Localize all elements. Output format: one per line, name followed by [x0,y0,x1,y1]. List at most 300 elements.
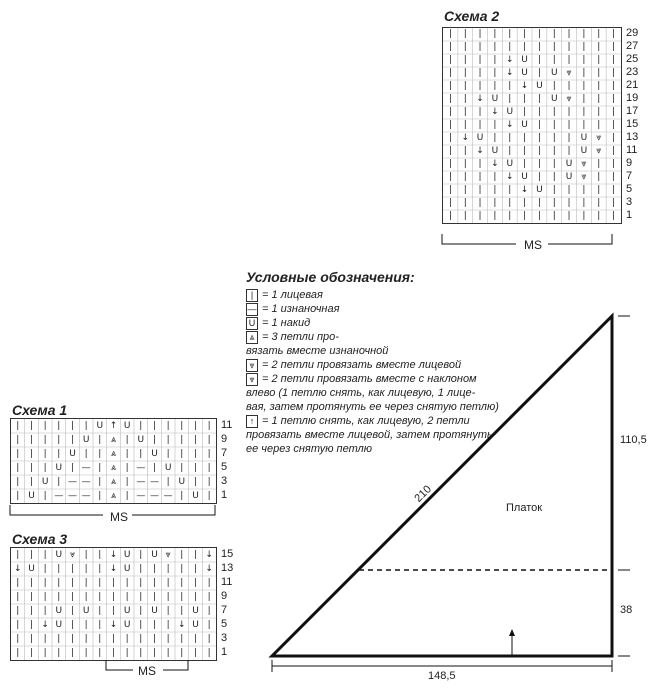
stitch-cell: | [70,592,74,602]
stitch-cell: | [523,94,527,104]
stitch-cell: | [463,185,467,195]
stitch-cell: | [16,421,20,431]
row-number: 1 [221,488,228,501]
legend-text: ее через снятую петлю [246,443,373,455]
row-number: 9 [221,432,228,445]
stitch-cell: | [193,463,197,473]
stitch-cell: | [567,81,571,91]
row-number: 11 [221,575,233,588]
stitch-cell: | [84,449,88,459]
stitch-cell: U [41,477,49,487]
stitch-cell: | [152,620,156,630]
scheme3-title: Схема 3 [12,531,68,547]
row-number: 15 [626,118,639,130]
stitch-cell: | [552,42,556,52]
stitch-cell: | [493,42,497,52]
stitch-cell: | [193,477,197,487]
stitch-cell: | [139,606,143,616]
stitch-cell: — [67,491,77,501]
stitch-cell: | [98,620,102,630]
stitch-cell: | [612,94,616,104]
stitch-cell: U [178,477,186,487]
stitch-cell: | [16,463,20,473]
stitch-cell: | [16,648,20,658]
legend-item [246,386,506,400]
stitch-cell: U [28,564,35,574]
stitch-cell: | [597,198,601,208]
stitch-cell: ↑ [109,421,118,431]
stitch-cell: U [521,68,528,78]
stitch-cell: | [567,29,571,39]
stitch-cell: | [552,185,556,195]
stitch-cell: | [582,42,586,52]
stitch-cell: | [493,29,497,39]
stitch-cell: | [463,198,467,208]
stitch-cell: | [139,550,143,560]
stitch-cell: U [192,491,199,501]
stitch-cell: | [537,198,541,208]
stitch-cell: U [55,606,63,616]
scheme3-grid [10,547,217,661]
stitch-cell: | [493,172,497,182]
stitch-cell: | [180,606,184,616]
stitch-cell: | [57,449,61,459]
stitch-cell: | [537,120,541,130]
stitch-cell: | [597,120,601,130]
stitch-cell: | [463,55,467,65]
stitch-cell: | [70,634,74,644]
row-number: 11 [221,418,233,431]
legend-text: вая, затем протянуть ее через снятую петлю) [246,401,499,413]
row-number: 21 [626,79,639,91]
stitch-cell: | [166,634,170,644]
stitch-cell: | [612,107,616,117]
stitch-cell: | [139,592,143,602]
legend-item [246,400,506,414]
stitch-cell: ↓ [520,81,529,91]
stitch-cell: | [493,68,497,78]
stitch-cell: U [55,463,63,473]
stitch-cell: ↓ [461,133,470,143]
stitch-cell: | [193,435,197,445]
stitch-cell: | [552,159,556,169]
stitch-cell: ↓ [505,172,514,182]
scheme1-ms-label: MS [110,510,128,524]
stitch-cell: | [139,421,143,431]
stitch-cell: | [57,634,61,644]
stitch-cell: U [521,55,528,65]
stitch-cell: — [149,477,159,487]
stitch-cell: | [57,477,61,487]
stitch-cell: | [448,120,452,130]
stitch-cell: | [207,606,211,616]
stitch-cell: | [70,435,74,445]
stitch-cell: | [537,68,541,78]
stitch-cell: | [166,477,170,487]
stitch-cell: ↓ [14,564,22,574]
stitch-cell: U [151,550,158,560]
legend-text: влево (1 петлю снять, как лицевую, 1 лице- [246,387,476,399]
stitch-cell: | [448,42,452,52]
legend-symbol-icon: ⩔ [246,373,258,386]
stitch-cell: | [193,578,197,588]
stitch-cell: ↓ [520,185,529,195]
stitch-cell: ⩔ [581,159,587,169]
stitch-cell: | [139,620,143,630]
stitch-cell: | [180,648,184,658]
stitch-cell: | [125,435,129,445]
stitch-cell: | [612,133,616,143]
stitch-cell: | [43,421,47,431]
scheme1-grid [10,418,217,504]
stitch-cell: | [125,592,129,602]
stitch-cell: | [597,172,601,182]
stitch-cell: | [193,449,197,459]
stitch-cell: | [180,592,184,602]
stitch-cell: | [180,463,184,473]
stitch-cell: | [523,198,527,208]
stitch-cell: | [207,620,211,630]
stitch-cell: | [567,146,571,156]
stitch-cell: | [508,146,512,156]
stitch-cell: | [70,421,74,431]
stitch-cell: U [565,159,573,169]
stitch-cell: | [597,68,601,78]
row-number: 5 [626,183,633,195]
stitch-cell: | [448,68,452,78]
stitch-cell: | [98,463,102,473]
legend [246,270,506,456]
row-number: 25 [626,53,639,65]
stitch-cell: | [523,159,527,169]
stitch-cell: ↓ [109,620,118,630]
stitch-cell: | [98,550,102,560]
stitch-cell: — [136,463,146,473]
stitch-cell: | [180,550,184,560]
stitch-cell: | [508,133,512,143]
stitch-cell: | [612,120,616,130]
row-number: 23 [626,66,639,78]
stitch-cell: | [152,463,156,473]
stitch-cell: | [508,29,512,39]
stitch-cell: U [580,146,588,156]
stitch-cell: | [207,435,211,445]
stitch-cell: ⩓ [110,477,117,487]
stitch-cell: | [612,29,616,39]
stitch-cell: | [478,211,482,221]
stitch-cell: | [139,564,143,574]
stitch-cell: | [582,120,586,130]
stitch-cell: | [493,81,497,91]
legend-symbol-icon: — [247,303,257,314]
legend-item [246,414,506,428]
stitch-cell: | [597,42,601,52]
stitch-cell: | [493,55,497,65]
stitch-cell: ↓ [41,620,49,630]
stitch-cell: | [463,107,467,117]
stitch-cell: | [84,648,88,658]
stitch-cell: U [151,449,158,459]
stitch-cell: | [612,185,616,195]
stitch-cell: | [582,211,586,221]
legend-item [246,330,506,344]
stitch-cell: | [582,94,586,104]
legend-symbol-icon: ↑ [246,415,258,428]
stitch-cell: | [582,198,586,208]
stitch-cell: | [152,634,156,644]
row-number: 7 [221,446,228,459]
stitch-cell: | [448,55,452,65]
stitch-cell: | [125,491,129,501]
stitch-cell: | [597,81,601,91]
stitch-cell: | [552,211,556,221]
stitch-cell: | [612,55,616,65]
stitch-cell: | [43,550,47,560]
stitch-cell: U [164,463,172,473]
stitch-cell: | [463,211,467,221]
legend-item [246,442,506,456]
stitch-cell: | [193,564,197,574]
row-number: 5 [221,617,228,630]
stitch-cell: | [98,648,102,658]
stitch-cell: | [537,133,541,143]
stitch-cell: | [463,159,467,169]
stitch-cell: | [16,620,20,630]
stitch-cell: | [111,606,115,616]
stitch-cell: U [55,550,63,560]
stitch-cell: | [582,68,586,78]
stitch-cell: | [193,592,197,602]
stitch-cell: | [207,648,211,658]
stitch-cell: | [597,107,601,117]
stitch-cell: | [84,578,88,588]
stitch-cell: | [493,133,497,143]
stitch-cell: | [508,94,512,104]
row-number: 19 [626,92,639,104]
stitch-cell: | [16,449,20,459]
stitch-cell: — [163,491,173,501]
stitch-cell: U [55,620,63,630]
stitch-cell: | [508,185,512,195]
stitch-cell: | [84,634,88,644]
stitch-cell: ⩔ [596,133,602,143]
stitch-cell: | [43,463,47,473]
stitch-cell: | [207,449,211,459]
stitch-cell: | [597,185,601,195]
stitch-cell: | [207,592,211,602]
row-number: 11 [626,144,638,156]
stitch-cell: | [16,435,20,445]
stitch-cell: | [166,592,170,602]
stitch-cell: | [478,107,482,117]
stitch-cell: | [84,592,88,602]
stitch-cell: | [463,120,467,130]
stitch-cell: | [111,592,115,602]
stitch-cell: | [43,564,47,574]
stitch-cell: | [582,81,586,91]
stitch-cell: | [612,68,616,78]
stitch-cell: ⩓ [110,449,117,459]
stitch-cell: | [478,68,482,78]
stitch-cell: ↓ [178,620,186,630]
stitch-cell: | [193,648,197,658]
stitch-cell: | [463,94,467,104]
stitch-cell: U [82,435,90,445]
stitch-cell: | [57,564,61,574]
stitch-cell: | [152,648,156,658]
stitch-cell: | [582,107,586,117]
stitch-cell: U [137,435,145,445]
stitch-cell: | [537,146,541,156]
stitch-cell: | [612,81,616,91]
stitch-cell: — [81,491,91,501]
stitch-cell: | [125,463,129,473]
stitch-cell: | [166,578,170,588]
stitch-cell: | [57,648,61,658]
stitch-cell: | [84,564,88,574]
row-number: 13 [626,131,639,143]
stitch-cell: | [166,564,170,574]
stitch-cell: | [508,211,512,221]
legend-text: = 1 лицевая [262,289,323,301]
legend-text: = 1 петлю снять, как лицевую, 2 петли [262,415,470,427]
stitch-cell: | [478,159,482,169]
stitch-cell: | [111,578,115,588]
row-number: 1 [626,209,633,221]
stitch-cell: | [43,648,47,658]
stitch-cell: U [476,133,484,143]
stitch-cell: U [123,421,131,431]
row-number: 15 [221,547,234,560]
stitch-cell: | [43,578,47,588]
stitch-cell: | [98,578,102,588]
scheme3-ms-label: MS [138,664,156,678]
dim-hypotenuse: 210 [412,483,434,505]
stitch-cell: | [70,606,74,616]
stitch-cell: U [550,94,558,104]
stitch-cell: | [43,634,47,644]
stitch-cell: | [16,634,20,644]
stitch-cell: | [508,198,512,208]
stitch-cell: ↓ [505,68,514,78]
legend-text: = 2 петли провязать вместе с наклоном [262,373,477,385]
stitch-cell: U [550,68,558,78]
row-number: 5 [221,460,228,473]
stitch-cell: | [43,435,47,445]
stitch-cell: — [136,477,146,487]
stitch-cell: | [523,42,527,52]
stitch-cell: | [448,81,452,91]
stitch-cell: | [448,29,452,39]
stitch-cell: | [537,107,541,117]
stitch-cell: | [180,578,184,588]
stitch-cell: | [448,107,452,117]
stitch-cell: | [57,421,61,431]
stitch-cell: | [537,55,541,65]
stitch-cell: | [152,421,156,431]
shawl-label: Платок [506,502,543,514]
stitch-cell: | [70,463,74,473]
stitch-cell: | [207,578,211,588]
legend-text: вязать вместе изнаночной [246,345,389,357]
stitch-cell: | [111,634,115,644]
stitch-cell: ⩓ [110,435,117,445]
stitch-cell: | [537,94,541,104]
stitch-cell: | [523,211,527,221]
stitch-cell: | [139,648,143,658]
stitch-cell: | [597,211,601,221]
legend-text: = 2 петли провязать вместе лицевой [262,359,462,371]
stitch-cell: | [180,634,184,644]
stitch-cell: | [552,198,556,208]
stitch-cell: | [582,29,586,39]
stitch-cell: U [491,146,499,156]
stitch-cell: | [478,120,482,130]
stitch-cell: U [506,159,514,169]
stitch-cell: | [207,421,211,431]
legend-item [246,344,506,358]
stitch-cell: U [69,449,76,459]
stitch-cell: ↓ [476,94,484,104]
stitch-cell: | [448,185,452,195]
stitch-cell: | [29,648,33,658]
stitch-cell: | [152,592,156,602]
stitch-cell: | [16,491,20,501]
stitch-cell: | [478,29,482,39]
stitch-cell: | [537,42,541,52]
stitch-cell: | [463,29,467,39]
stitch-cell: | [193,421,197,431]
stitch-cell: | [70,578,74,588]
stitch-cell: | [125,634,129,644]
stitch-cell: ↓ [205,564,213,574]
stitch-cell: | [29,435,33,445]
stitch-cell: | [57,592,61,602]
stitch-cell: | [139,634,143,644]
stitch-cell: | [70,648,74,658]
stitch-cell: | [111,648,115,658]
legend-item [246,316,506,330]
stitch-cell: U [491,94,499,104]
stitch-cell: | [567,185,571,195]
stitch-cell: | [43,491,47,501]
stitch-cell: | [597,159,601,169]
stitch-cell: ⩔ [165,550,171,560]
stitch-cell: ↓ [205,550,213,560]
stitch-cell: | [448,172,452,182]
stitch-cell: | [463,81,467,91]
stitch-cell: | [552,133,556,143]
legend-item [246,372,506,386]
stitch-cell: | [180,449,184,459]
stitch-cell: | [537,159,541,169]
stitch-cell: | [448,159,452,169]
stitch-cell: ↓ [505,120,514,130]
legend-item [246,288,506,302]
legend-symbol-icon: | [246,289,258,302]
stitch-cell: U [151,606,158,616]
stitch-cell: | [98,606,102,616]
stitch-cell: U [521,172,528,182]
dim-right-low: 38 [620,604,633,616]
stitch-cell: | [552,146,556,156]
stitch-cell: | [180,564,184,574]
stitch-cell: | [207,491,211,501]
stitch-cell: | [612,211,616,221]
legend-item [246,428,506,442]
stitch-cell: | [166,421,170,431]
stitch-cell: | [478,81,482,91]
